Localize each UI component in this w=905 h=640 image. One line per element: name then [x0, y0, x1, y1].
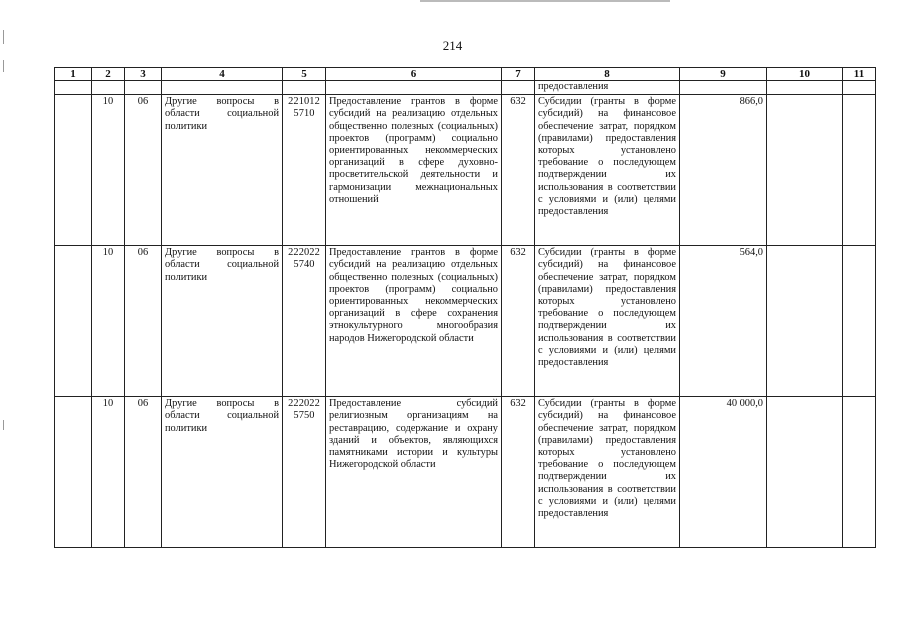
column-header: 2 — [92, 68, 125, 81]
scan-artifact-left-edge — [3, 60, 4, 72]
table-row — [55, 246, 876, 397]
cell-col10 — [767, 95, 843, 246]
cell-description: Предоставление субсидий религиозным организациям на реставрацию, содержание и охрану зданий и объектов, являющихся памятниками истории и культуры Нижегородской области — [326, 397, 502, 548]
cell-col11 — [843, 397, 876, 548]
budget-table — [54, 67, 876, 548]
cell-subsection: 06 — [125, 95, 162, 246]
cell-expense-description: Субсидии (гранты в форме субсидий) на финансовое обеспечение затрат, порядком (правилами) предоставления которых установлено требование о последующем подтверждении их использования в соответствии с условиями и (или) целями предоставления — [535, 95, 680, 246]
column-header: 10 — [767, 68, 843, 81]
cell-description: Предоставление грантов в форме субсидий на реализацию отдельных общественно полезных (социальных) проектов (программ) социально ориентированных некоммерческих организаций в сфере духовно-просветительской деятельности и гармонизации межнациональных отношений — [326, 95, 502, 246]
cell-col1 — [55, 397, 92, 548]
cell-section-name: Другие вопросы в области социальной политики — [162, 397, 283, 548]
cell-col11 — [843, 246, 876, 397]
page-number: 214 — [442, 38, 463, 53]
table-header-row — [55, 68, 876, 81]
cell-section: 10 — [92, 246, 125, 397]
column-header: 9 — [680, 68, 767, 81]
cell-section: 10 — [92, 397, 125, 548]
column-header: 11 — [843, 68, 876, 81]
column-header: 5 — [283, 68, 326, 81]
cell-expense-type: 632 — [502, 397, 535, 548]
cell-amount: 40 000,0 — [680, 397, 767, 548]
cell-expense-type: 632 — [502, 95, 535, 246]
cell-target-code: 222022 5740 — [283, 246, 326, 397]
cell-col1 — [55, 246, 92, 397]
column-header: 1 — [55, 68, 92, 81]
table-row — [55, 397, 876, 548]
carryover-text: предоставления — [535, 81, 680, 95]
cell-col1 — [55, 95, 92, 246]
column-header: 3 — [125, 68, 162, 81]
cell-section-name: Другие вопросы в области социальной политики — [162, 246, 283, 397]
cell-target-code: 221012 5710 — [283, 95, 326, 246]
table-row — [55, 95, 876, 246]
cell-amount: 564,0 — [680, 246, 767, 397]
column-header: 6 — [326, 68, 502, 81]
scan-artifact-top — [420, 0, 670, 2]
cell-expense-description: Субсидии (гранты в форме субсидий) на финансовое обеспечение затрат, порядком (правилами) предоставления которых установлено требование о последующем подтверждении их использования в соответствии с условиями и (или) целями предоставления — [535, 397, 680, 548]
cell-section: 10 — [92, 95, 125, 246]
cell-expense-type: 632 — [502, 246, 535, 397]
column-header: 8 — [535, 68, 680, 81]
cell-col10 — [767, 246, 843, 397]
column-header: 4 — [162, 68, 283, 81]
scan-artifact-left-edge — [3, 420, 4, 430]
cell-section-name: Другие вопросы в области социальной политики — [162, 95, 283, 246]
column-header: 7 — [502, 68, 535, 81]
carryover-row — [55, 81, 876, 95]
cell-subsection: 06 — [125, 246, 162, 397]
cell-col11 — [843, 95, 876, 246]
cell-subsection: 06 — [125, 397, 162, 548]
cell-col10 — [767, 397, 843, 548]
cell-target-code: 222022 5750 — [283, 397, 326, 548]
cell-expense-description: Субсидии (гранты в форме субсидий) на финансовое обеспечение затрат, порядком (правилами) предоставления которых установлено требование о последующем подтверждении их использования в соответствии с условиями и (или) целями предоставления — [535, 246, 680, 397]
cell-description: Предоставление грантов в форме субсидий на реализацию отдельных общественно полезных (социальных) проектов (программ) социально ориентированных некоммерческих организаций в сфере сохранения этнокультурного многообразия народов Нижегородской области — [326, 246, 502, 397]
cell-amount: 866,0 — [680, 95, 767, 246]
